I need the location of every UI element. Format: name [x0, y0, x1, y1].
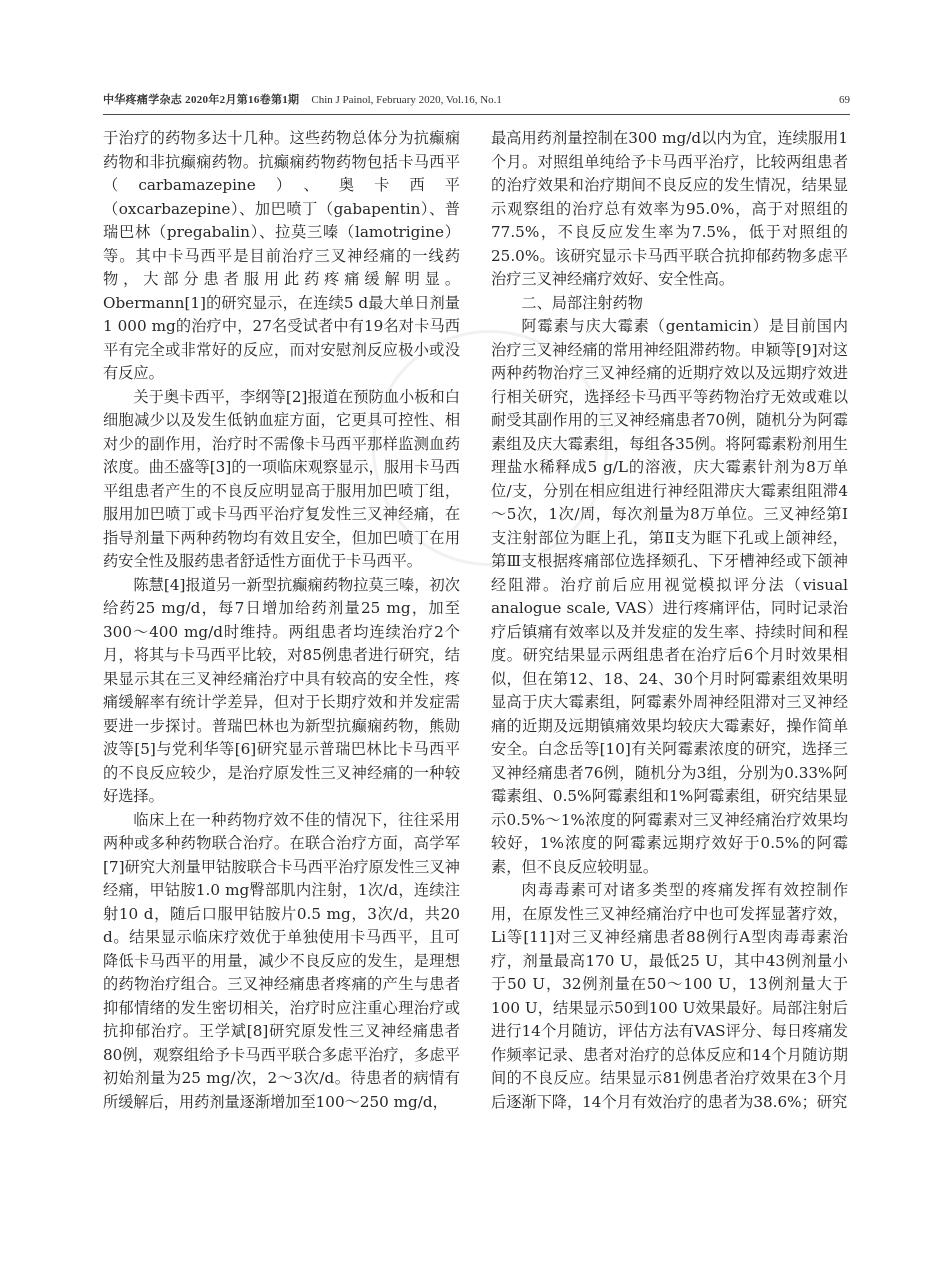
left-column — [103, 127, 460, 1114]
journal-citation — [103, 90, 502, 110]
paragraph-continued: 于治疗的药物多达十几种。这些药物总体分为抗癫痫药物和非抗癫痫药物。抗癫痫药物药物包括卡马西平（carbamazepine）、奥卡西平（oxcarbazepine）、加巴喷丁（gabapentin）、普瑞巴林（pregabalin）、拉莫三嗪（lamotrigine）等。其中卡马西平是目前治疗三叉神经痛的一线药物，大部分患者服用此药疼痛缓解明显。Obermann[1]的研究显示，在连续5 d最大单日剂量1 000 mg的治疗中，27名受试者中有19名对卡马西平有完全或非常好的反应，而对安慰剂反应极小或没有反应。 — [103, 129, 460, 382]
journal-title-en: Chin J Painol, February 2020, Vol.16, No.1 — [311, 94, 502, 106]
paragraph-continued: 最高用药剂量控制在300 mg/d以内为宜，连续服用1个月。对照组单纯给予卡马西平治疗，比较两组患者的治疗效果和治疗期间不良反应的发生情况，结果显示观察组的治疗总有效率为95.0%，高于对照组的77.5%，不良反应发生率为7.5%，低于对照组的25.0%。该研究显示卡马西平联合抗抑郁药物多虑平治疗三叉神经痛疗效好、安全性高。 — [491, 129, 848, 288]
paragraph: 陈慧[4]报道另一新型抗癫痫药物拉莫三嗪，初次给药25 mg/d，每7日增加给药剂量25 mg，加至300～400 mg/d时维持。两组患者均连续治疗2个月，将其与卡马西平比较，对85例患者进行研究，结果显示其在三叉神经痛治疗中具有较高的安全性，疼痛缓解率有统计学差异，但对于长期疗效和并发症需要进一步探讨。普瑞巴林也为新型抗癫痫药物，熊勋波等[5]与党利华等[6]研究显示普瑞巴林比卡马西平的不良反应较少，是治疗原发性三叉神经痛的一种较好选择。 — [103, 575, 460, 805]
journal-title-cn: 中华疼痛学杂志 2020年2月第16卷第1期 — [103, 94, 300, 106]
header-divider — [103, 114, 850, 115]
running-header — [103, 90, 850, 110]
paragraph: 阿霉素与庆大霉素（gentamicin）是目前国内治疗三叉神经痛的常用神经阻滞药物。申颖等[9]对这两种药物治疗三叉神经痛的近期疗效以及远期疗效进行相关研究，选择经卡马西平等药物治疗无效或难以耐受其副作用的三叉神经痛患者70例，随机分为阿霉素组及庆大霉素组，每组各35例。将阿霉素粉剂用生理盐水稀释成5 g/L的溶液，庆大霉素针剂为8万单位/支，分别在相应组进行神经阻滞庆大霉素组阻滞4～5次，1次/周，每次剂量为8万单位。三叉神经第Ⅰ支注射部位为眶上孔，第Ⅱ支为眶下孔或上颌神经，第Ⅲ支根据疼痛部位选择颏孔、下牙槽神经或下颌神经阻滞。治疗前后应用视觉模拟评分法（visual analogue scale, VAS）进行疼痛评估，同时记录治疗后镇痛有效率以及并发症的发生率、持续时间和程度。研究结果显示两组患者在治疗后6个月时效果相似，但在第12、18、24、30个月时阿霉素组效果明显高于庆大霉素组，阿霉素外周神经阻滞对三叉神经痛的近期及远期镇痛效果均较庆大霉素好，操作简单安全。白念岳等[10]有关阿霉素浓度的研究，选择三叉神经痛患者76例，随机分为3组，分别为0.33%阿霉素组、0.5%阿霉素组和1%阿霉素组，研究结果显示0.5%～1%浓度的阿霉素对三叉神经痛治疗效果均较好，1%浓度的阿霉素远期疗效好于0.5%的阿霉素，但不良反应较明显。 — [491, 317, 848, 876]
right-column — [491, 127, 848, 1114]
page-number: 69 — [839, 94, 850, 106]
paragraph: 关于奥卡西平，李纲等[2]报道在预防血小板和白细胞减少以及发生低钠血症方面，它更具可控性、相对少的副作用，治疗时不需像卡马西平那样监测血药浓度。曲丕盛等[3]的一项临床观察显示，服用卡马西平组患者产生的不良反应明显高于服用加巴喷丁组，服用加巴喷丁或卡马西平治疗复发性三叉神经痛，在指导剂量下两种药物均有效且安全，但加巴喷丁在用药安全性及服药患者舒适性方面优于卡马西平。 — [103, 387, 460, 570]
paragraph: 临床上在一种药物疗效不佳的情况下，往往采用两种或多种药物联合治疗。在联合治疗方面，高学军[7]研究大剂量甲钴胺联合卡马西平治疗原发性三叉神经痛，甲钴胺1.0 mg臀部肌内注射，1次/d，连续注射10 d，随后口服甲钴胺片0.5 mg，3次/d，共20 d。结果显示临床疗效优于单独使用卡马西平，且可降低卡马西平的用量，减少不良反应的发生，是理想的药物治疗组合。三叉神经痛患者疼痛的产生与患者抑郁情绪的发生密切相关，治疗时应注重心理治疗或抗抑郁治疗。王学斌[8]研究原发性三叉神经痛患者80例，观察组给予卡马西平联合多虑平治疗，多虑平初始剂量为25 mg/次，2～3次/d。待患者的病情有所缓解后，用药剂量逐渐增加至100～250 mg/d， — [103, 810, 460, 1111]
paragraph: 肉毒毒素可对诸多类型的疼痛发挥有效控制作用，在原发性三叉神经痛治疗中也可发挥显著疗效，Li等[11]对三叉神经痛患者88例行A型肉毒毒素治疗，剂量最高170 U，最低25 U，其中43例剂量小于50 U，32例剂量在50～100 U，13例剂量大于100 U，结果显示50到100 U效果最好。局部注射后进行14个月随访，评估方法有VAS评分、每日疼痛发作频率记录、患者对治疗的总体反应和14个月随访期间的不良反应。结果显示81例患者治疗效果在3个月后逐渐下降，14个月有效治疗的患者为38.6%；研究 — [491, 881, 848, 1111]
section-heading: 二、局部注射药物 — [521, 293, 643, 312]
